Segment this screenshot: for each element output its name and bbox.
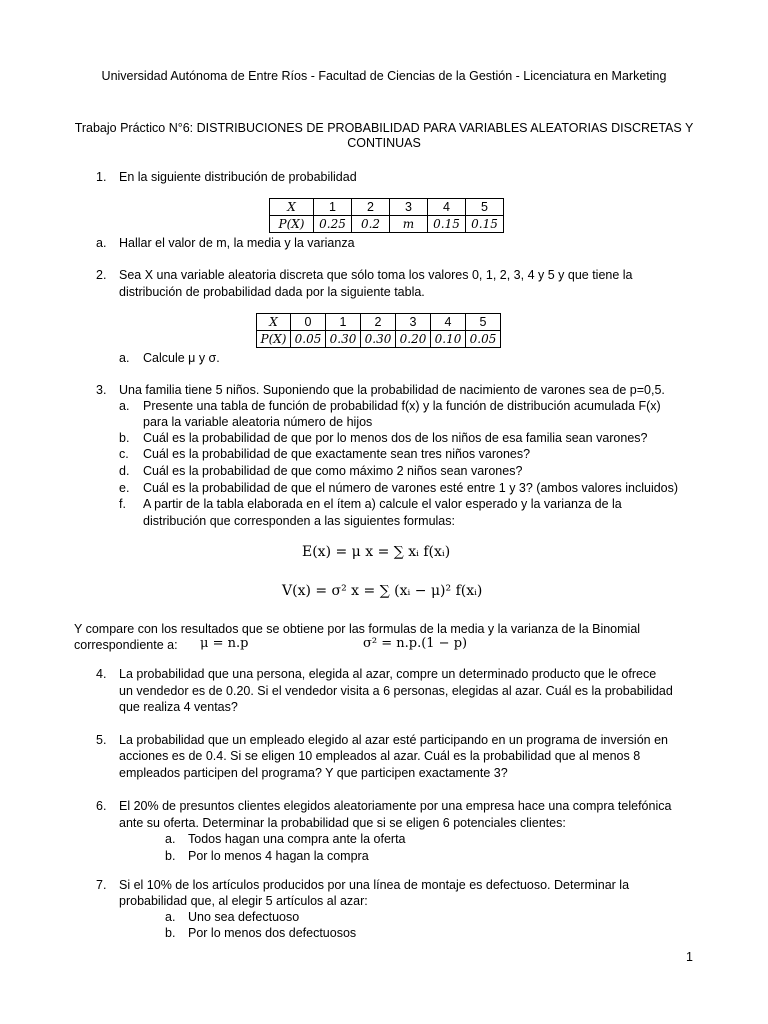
table-cell: 4 bbox=[431, 314, 466, 331]
q2-a-text: Calcule μ y σ. bbox=[143, 351, 220, 365]
table-cell: 2 bbox=[361, 314, 396, 331]
q4-number: 4. bbox=[96, 667, 107, 681]
q5-line-2: acciones es de 0.4. Si se eligen 10 empleados al azar. Cuál es la probabilidad que al menos 8 bbox=[119, 749, 641, 763]
q3-e-text: Cuál es la probabilidad de que el número de varones esté entre 1 y 3? (ambos valores incluidos) bbox=[143, 481, 679, 495]
q2-number: 2. bbox=[96, 268, 107, 282]
table-cell: m bbox=[390, 216, 428, 233]
q3-e-label: e. bbox=[119, 481, 130, 495]
q1-a-text: Hallar el valor de m, la media y la varianza bbox=[119, 236, 355, 250]
q2-line-2: distribución de probabilidad dada por la siguiente tabla. bbox=[119, 285, 425, 299]
table-cell: 4 bbox=[428, 199, 466, 216]
table-cell: 0.10 bbox=[431, 331, 466, 348]
table-cell: X bbox=[270, 199, 314, 216]
q6-b-text: Por lo menos 4 hagan la compra bbox=[188, 849, 369, 863]
table-cell: 0.25 bbox=[314, 216, 352, 233]
q6-line-2: ante su oferta. Determinar la probabilidad que si se eligen 6 potenciales clientes: bbox=[119, 816, 566, 830]
q3-d-text: Cuál es la probabilidad de que como máximo 2 niños sean varones? bbox=[143, 464, 523, 478]
q7-b-text: Por lo menos dos defectuosos bbox=[188, 926, 357, 940]
q6-b-label: b. bbox=[165, 849, 176, 863]
table-cell: 0.30 bbox=[361, 331, 396, 348]
q3-a-line-2: para la variable aleatoria número de hijos bbox=[143, 415, 373, 429]
table-cell: P(X) bbox=[270, 216, 314, 233]
q1-table-row-x bbox=[270, 199, 504, 216]
table-cell: X bbox=[257, 314, 291, 331]
table-cell: 1 bbox=[326, 314, 361, 331]
binomial-variance-formula: σ² = n.p.(1 − p) bbox=[363, 636, 468, 651]
table-cell: 1 bbox=[314, 199, 352, 216]
q7-a-label: a. bbox=[165, 910, 176, 924]
q3-c-label: c. bbox=[119, 447, 129, 461]
q6-a-text: Todos hagan una compra ante la oferta bbox=[188, 832, 406, 846]
title-line-2: CONTINUAS bbox=[347, 136, 421, 150]
q4-line-2: un vendedor es de 0.20. Si el vendedor visita a 6 personas, elegidas al azar. Cuál es la probabilidad bbox=[119, 684, 673, 698]
q6-a-label: a. bbox=[165, 832, 176, 846]
table-cell: 0.20 bbox=[396, 331, 431, 348]
table-cell: 2 bbox=[352, 199, 390, 216]
q3-b-text: Cuál es la probabilidad de que por lo menos dos de los niños de esa familia sean varones? bbox=[143, 431, 648, 445]
table-cell: 0 bbox=[291, 314, 326, 331]
table-cell: 0.15 bbox=[466, 216, 504, 233]
q7-number: 7. bbox=[96, 878, 107, 892]
q2-table-row-x bbox=[257, 314, 501, 331]
q7-a-text: Uno sea defectuoso bbox=[188, 910, 300, 924]
q3-text: Una familia tiene 5 niños. Suponiendo que la probabilidad de nacimiento de varones sea de p=0,5. bbox=[119, 383, 665, 397]
q2-probability-table bbox=[256, 313, 501, 348]
q7-line-1: Si el 10% de los artículos producidos por una línea de montaje es defectuoso. Determinar la bbox=[119, 878, 630, 892]
q3-f-line-1: A partir de la tabla elaborada en el ítem a) calcule el valor esperado y la varianza de la bbox=[143, 497, 622, 511]
q6-number: 6. bbox=[96, 799, 107, 813]
binomial-mean-formula: μ = n.p bbox=[200, 636, 249, 651]
table-cell: 0.05 bbox=[466, 331, 501, 348]
q7-line-2: probabilidad que, al elegir 5 artículos al azar: bbox=[119, 894, 368, 908]
table-cell: 5 bbox=[466, 199, 504, 216]
q3-a-line-1: Presente una tabla de función de probabilidad f(x) y la función de distribución acumulada F(x) bbox=[143, 399, 661, 413]
q3-number: 3. bbox=[96, 383, 107, 397]
q2-line-1: Sea X una variable aleatoria discreta que sólo toma los valores 0, 1, 2, 3, 4 y 5 y que tiene la bbox=[119, 268, 633, 282]
q5-line-3: empleados participen del programa? Y que participen exactamente 3? bbox=[119, 766, 508, 780]
q4-line-1: La probabilidad que una persona, elegida al azar, compre un determinado producto que le ofrece bbox=[119, 667, 657, 681]
q1-text: En la siguiente distribución de probabilidad bbox=[119, 170, 357, 184]
q1-probability-table bbox=[269, 198, 504, 233]
q3-d-label: d. bbox=[119, 464, 130, 478]
table-cell: 3 bbox=[396, 314, 431, 331]
header: Universidad Autónoma de Entre Ríos - Facultad de Ciencias de la Gestión - Licenciatura en Marketing bbox=[101, 69, 667, 83]
q5-number: 5. bbox=[96, 733, 107, 747]
q2-table-row-px bbox=[257, 331, 501, 348]
q4-line-3: que realiza 4 ventas? bbox=[119, 700, 238, 714]
q5-line-1: La probabilidad que un empleado elegido al azar esté participando en un programa de inversión en bbox=[119, 733, 668, 747]
q1-a-label: a. bbox=[96, 236, 107, 250]
table-cell: 5 bbox=[466, 314, 501, 331]
q7-b-label: b. bbox=[165, 926, 176, 940]
table-cell: 0.05 bbox=[291, 331, 326, 348]
q3-c-text: Cuál es la probabilidad de que exactamente sean tres niños varones? bbox=[143, 447, 531, 461]
q3-f-label: f. bbox=[119, 497, 126, 511]
q1-table-row-px bbox=[270, 216, 504, 233]
table-cell: 0.30 bbox=[326, 331, 361, 348]
q1-number: 1. bbox=[96, 170, 107, 184]
q2-a-label: a. bbox=[119, 351, 130, 365]
expected-value-formula: E(x) = μ x = ∑ xᵢ f(xᵢ) bbox=[302, 544, 451, 560]
q3-a-label: a. bbox=[119, 399, 130, 413]
table-cell: P(X) bbox=[257, 331, 291, 348]
q6-line-1: El 20% de presuntos clientes elegidos aleatoriamente por una empresa hace una compra telefónica bbox=[119, 799, 672, 813]
q3-b-label: b. bbox=[119, 431, 130, 445]
title-line-1: Trabajo Práctico N°6: DISTRIBUCIONES DE PROBABILIDAD PARA VARIABLES ALEATORIAS DISCRETAS Y bbox=[74, 121, 694, 135]
compare-line-2: correspondiente a: bbox=[74, 638, 178, 652]
q3-f-line-2: distribución que corresponden a las siguientes formulas: bbox=[143, 514, 455, 528]
table-cell: 0.15 bbox=[428, 216, 466, 233]
table-cell: 0.2 bbox=[352, 216, 390, 233]
page-number: 1 bbox=[686, 950, 693, 964]
compare-line-1: Y compare con los resultados que se obtiene por las formulas de la media y la varianza de la Binomial bbox=[74, 622, 641, 636]
variance-formula: V(x) = σ² x = ∑ (xᵢ − μ)² f(xᵢ) bbox=[282, 583, 483, 599]
table-cell: 3 bbox=[390, 199, 428, 216]
